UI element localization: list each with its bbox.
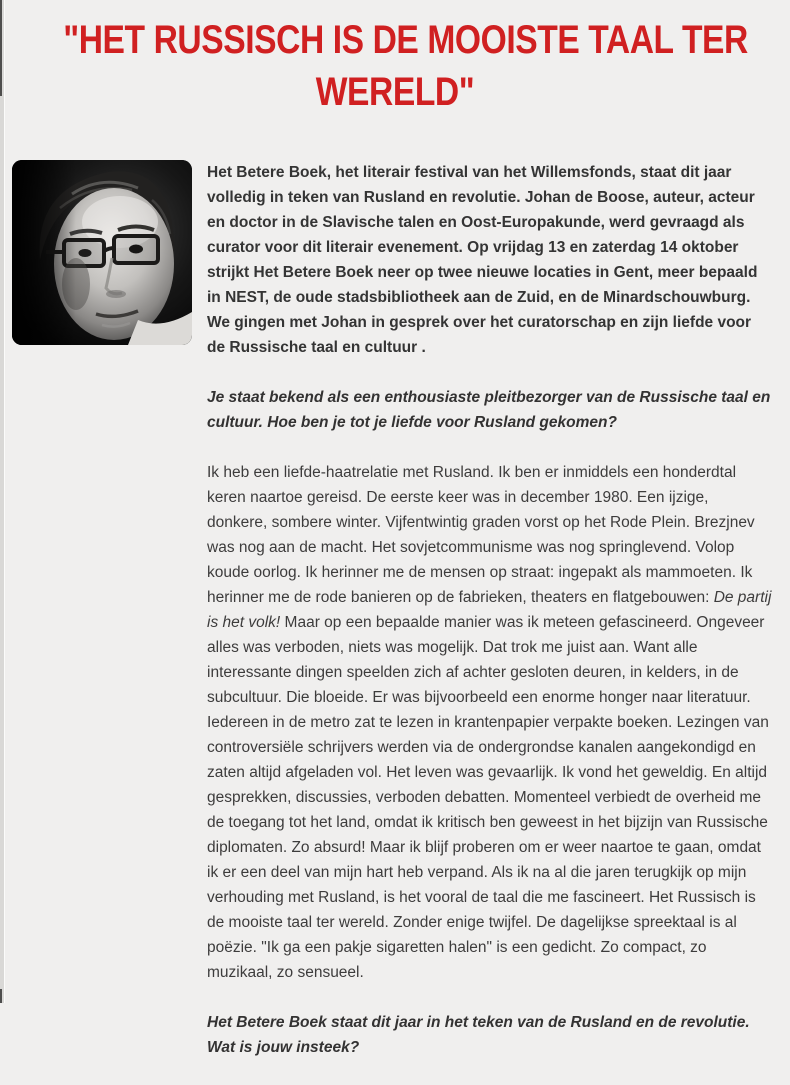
- article-body: [12, 158, 777, 1085]
- left-edge-mark-bottom: [0, 989, 2, 1003]
- left-edge-mark-top: [0, 0, 2, 96]
- intro-paragraph: Het Betere Boek, het literair festival van het Willemsfonds, staat dit jaar volledig in teken van Rusland en revolutie. Johan de Boose, auteur, acteur en doctor in de Slavische talen en Oost-Europakunde, werd gevraagd als curator voor dit literair evenement. Op vrijdag 13 en zaterdag 14 oktober strijkt Het Betere Boek neer op twee nieuwe locaties in Gent, meer bepaald in NEST, de oude stadsbibliotheek aan de Zuid, en de Minardschouwburg. We gingen met Johan in gesprek over het curatorschap en zijn liefde voor de Russische taal en cultuur .: [207, 164, 758, 356]
- answer-1-quote-italic: De partij is het volk!: [207, 589, 772, 631]
- interview-question-2: Het Betere Boek staat dit jaar in het teken van de Rusland en de revolutie. Wat is jouw insteek?: [207, 1014, 750, 1056]
- article-text-column: [207, 158, 772, 1060]
- portrait-photo: [12, 160, 192, 345]
- portrait-photo-image: [12, 160, 192, 345]
- page-title-line-2: WERELD": [315, 70, 475, 114]
- answer-paragraph-1: [207, 460, 772, 985]
- answer-1-text-end: Maar op een bepaalde manier was ik meteen gefascineerd. Ongeveer alles was verboden, niets was mogelijk. Dat trok me juist aan. Want alle interessante dingen speelden zich af achter gesloten deuren, in kelders, in de subcultuur. Die bloeide. Er was bijvoorbeeld een enorme honger naar literatuur. Iedereen in de metro zat te lezen in krantenpapier verpakte boeken. Lezingen van controversiële schrijvers werden via de ondergrondse kanalen aangekondigd en zaten altijd afgeladen vol. Het leven was gevaarlijk. Ik vond het geweldig. En altijd gesprekken, discussies, verboden debatten. Momenteel verbiedt de overheid me de toegang tot het land, omdat ik kritisch ben geweest in het bijzijn van Russische diplomaten. Zo absurd! Maar ik blijf proberen om er weer naartoe te gaan, omdat ik er een deel van mijn hart heb verpand. Als ik na al die jaren terugkijk op mijn verhouding met Rusland, is het vooral de taal die me fascineert. Het Russisch is de mooiste taal ter wereld. Zonder enige twijfel. De dagelijkse spreektaal is al poëzie. "Ik ga een pakje sigaretten halen" is een gedicht. Zo compact, zo muzikaal, zo sensueel.: [207, 614, 769, 981]
- page-title: [0, 0, 790, 118]
- interview-question-1: Je staat bekend als een enthousiaste pleitbezorger van de Russische taal en cultuur. Hoe ben je tot je liefde voor Rusland gekomen?: [207, 389, 771, 431]
- window-left-edge: [0, 0, 5, 1003]
- page-title-line-1: "HET RUSSISCH IS DE MOOISTE TAAL TER: [63, 18, 748, 62]
- answer-1-text-start: Ik heb een liefde-haatrelatie met Rusland. Ik ben er inmiddels een honderdtal keren naartoe gereisd. De eerste keer was in december 1980. Een ijzige, donkere, sombere winter. Vijfentwintig graden vorst op het Rode Plein. Brezjnev was nog aan de macht. Het sovjetcommunisme was nog springlevend. Volop koude oorlog. Ik herinner me de mensen op straat: ingepakt als mammoeten. Ik herinner me de rode banieren op de fabrieken, theaters en flatgebouwen:: [207, 464, 755, 606]
